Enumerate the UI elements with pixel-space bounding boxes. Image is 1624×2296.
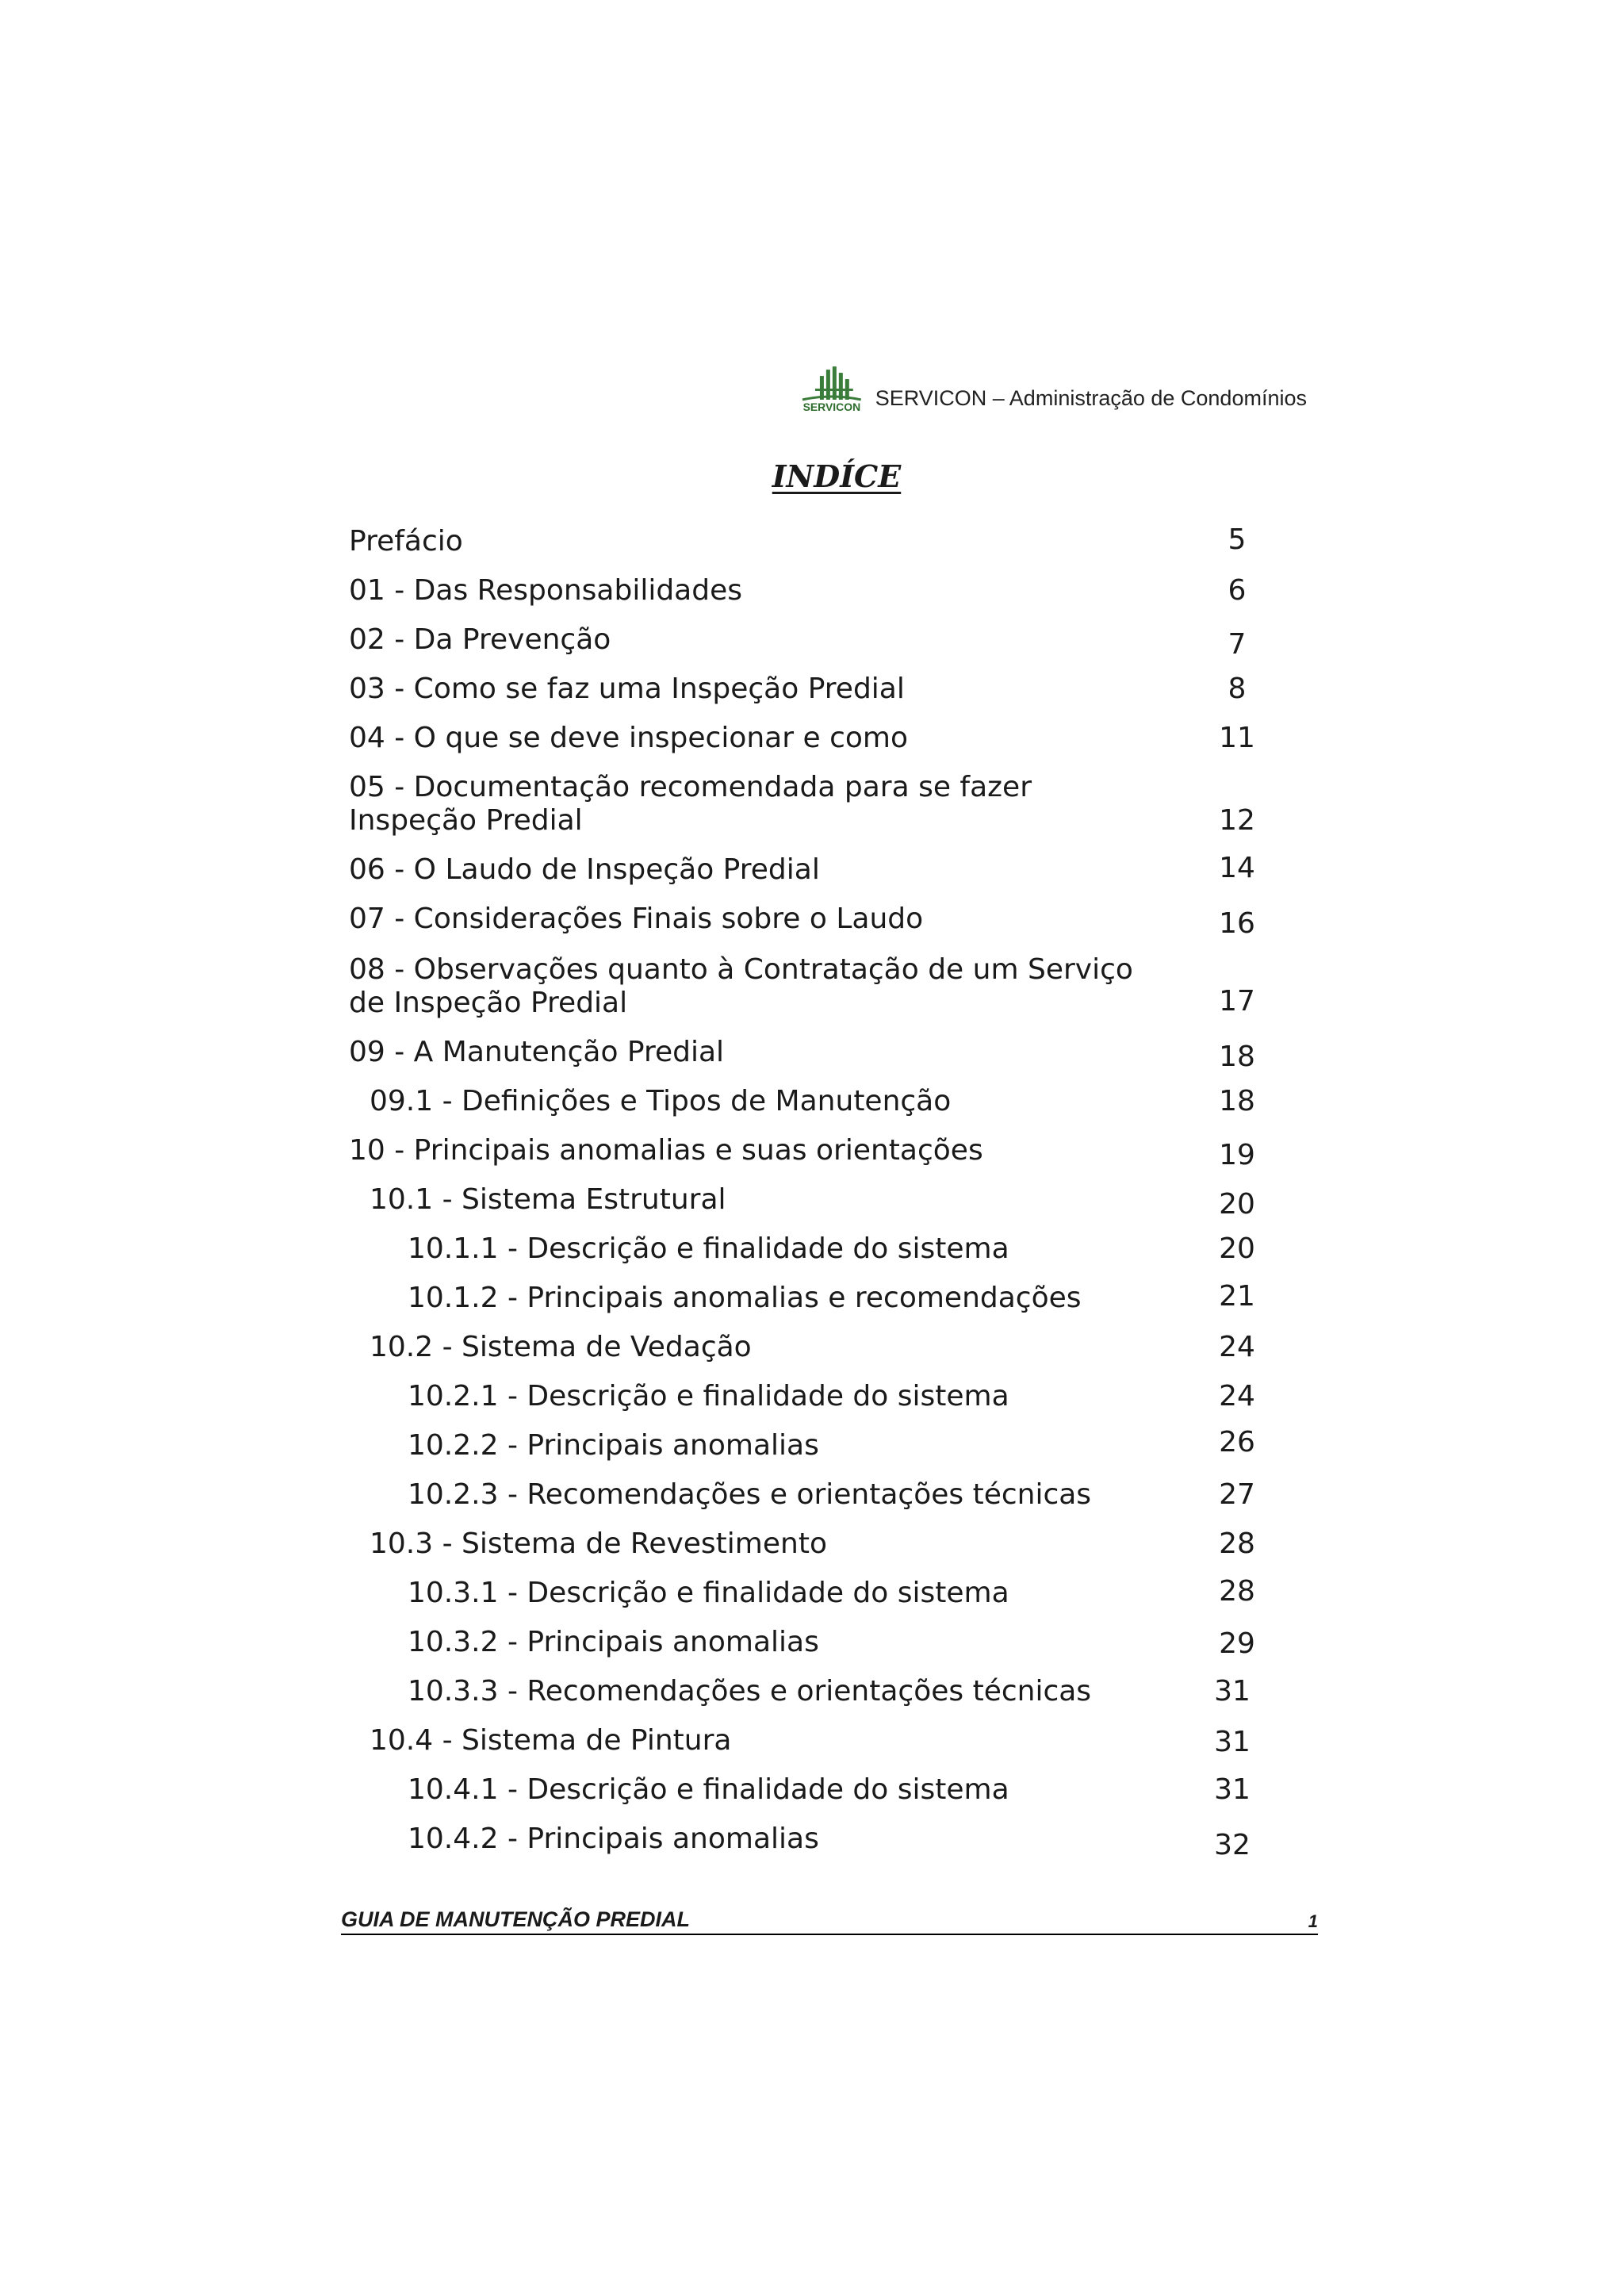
toc-entry-label: 06 - O Laudo de Inspeção Predial xyxy=(349,853,820,886)
toc-entry-page: 29 xyxy=(1219,1627,1255,1660)
toc-entry-page: 5 xyxy=(1228,523,1247,556)
toc-entry-page: 28 xyxy=(1219,1527,1255,1560)
toc-entry-label: 10.3 - Sistema de Revestimento xyxy=(370,1527,827,1560)
toc-entry-page: 31 xyxy=(1214,1675,1251,1708)
toc-entry-page: 16 xyxy=(1219,907,1255,940)
toc-entry-label: 10.2 - Sistema de Vedação xyxy=(370,1331,752,1363)
toc-entry-page: 7 xyxy=(1228,628,1247,661)
toc-entry-label: 04 - O que se deve inspecionar e como xyxy=(349,722,908,754)
footer-title: GUIA DE MANUTENÇÃO PREDIAL xyxy=(341,1907,691,1931)
toc-entry-page: 21 xyxy=(1219,1280,1255,1313)
toc-entry-label: 10.1 - Sistema Estrutural xyxy=(370,1183,726,1216)
toc-entry-label: 08 - Observações quanto à Contratação de um Serviço de Inspeção Predial xyxy=(349,953,1133,1019)
page-title: INDÍCE xyxy=(772,458,902,494)
toc-entry-page: 32 xyxy=(1214,1829,1251,1861)
toc-entry-page: 8 xyxy=(1228,673,1247,705)
toc-entry-page: 28 xyxy=(1219,1575,1255,1608)
toc-entry-page: 19 xyxy=(1219,1139,1255,1171)
toc-entry-label: 09 - A Manutenção Predial xyxy=(349,1036,725,1068)
toc-entry-label: 03 - Como se faz uma Inspeção Predial xyxy=(349,673,905,705)
toc-entry-page: 27 xyxy=(1219,1478,1255,1511)
toc-entry-page: 18 xyxy=(1219,1041,1255,1073)
toc-entry-label: 10.3.1 - Descrição e finalidade do sistema xyxy=(408,1577,1009,1609)
toc-entry-label: 09.1 - Definições e Tipos de Manutenção xyxy=(370,1085,952,1117)
toc-entry-label: 10.3.2 - Principais anomalias xyxy=(408,1626,819,1658)
toc-entry-page: 26 xyxy=(1219,1426,1255,1458)
toc-entry-label: 10.4.1 - Descrição e finalidade do sistema xyxy=(408,1773,1009,1806)
toc-entry-page: 18 xyxy=(1219,1085,1255,1117)
toc-entry-label: 10.4 - Sistema de Pintura xyxy=(370,1724,732,1757)
toc-entry-label: 01 - Das Responsabilidades xyxy=(349,574,743,607)
toc-entry-label: 05 - Documentação recomendada para se fazer Inspeção Predial xyxy=(349,771,1032,837)
toc-entry-label: 07 - Considerações Finais sobre o Laudo xyxy=(349,903,924,935)
toc-entry-page: 20 xyxy=(1219,1232,1255,1265)
toc-entry-page: 24 xyxy=(1219,1331,1255,1363)
toc-entry-label: 10.2.2 - Principais anomalias xyxy=(408,1429,819,1462)
toc-entry-label: 10.1.2 - Principais anomalias e recomendações xyxy=(408,1282,1082,1314)
toc-entry-label: 02 - Da Prevenção xyxy=(349,623,611,656)
toc-entry-page: 24 xyxy=(1219,1380,1255,1412)
footer-page-number: 1 xyxy=(1308,1911,1318,1931)
header-company-name: SERVICON – Administração de Condomínios xyxy=(875,386,1307,410)
toc-entry-label: 10 - Principais anomalias e suas orientações xyxy=(349,1134,983,1167)
toc-entry-page: 17 xyxy=(1219,985,1255,1018)
svg-text:SERVICON: SERVICON xyxy=(802,400,861,413)
toc-entry-page: 31 xyxy=(1214,1773,1251,1806)
toc-entry-page: 31 xyxy=(1214,1726,1251,1758)
toc-entry-label: 10.2.3 - Recomendações e orientações técnicas xyxy=(408,1478,1092,1511)
toc-entry-page: 14 xyxy=(1219,852,1255,884)
page-footer xyxy=(341,1903,1318,1935)
toc-entry-label: Prefácio xyxy=(349,525,463,558)
toc-entry-label: 10.4.2 - Principais anomalias xyxy=(408,1823,819,1855)
toc-entry-label: 10.3.3 - Recomendações e orientações técnicas xyxy=(408,1675,1092,1708)
toc-entry-label: 10.1.1 - Descrição e finalidade do sistema xyxy=(408,1232,1009,1265)
toc-entry-page: 6 xyxy=(1228,574,1247,607)
toc-entry-label: 10.2.1 - Descrição e finalidade do sistema xyxy=(408,1380,1009,1412)
toc-entry-page: 12 xyxy=(1219,804,1255,837)
toc-entry-page: 20 xyxy=(1219,1188,1255,1221)
toc-entry-page: 11 xyxy=(1219,722,1255,754)
